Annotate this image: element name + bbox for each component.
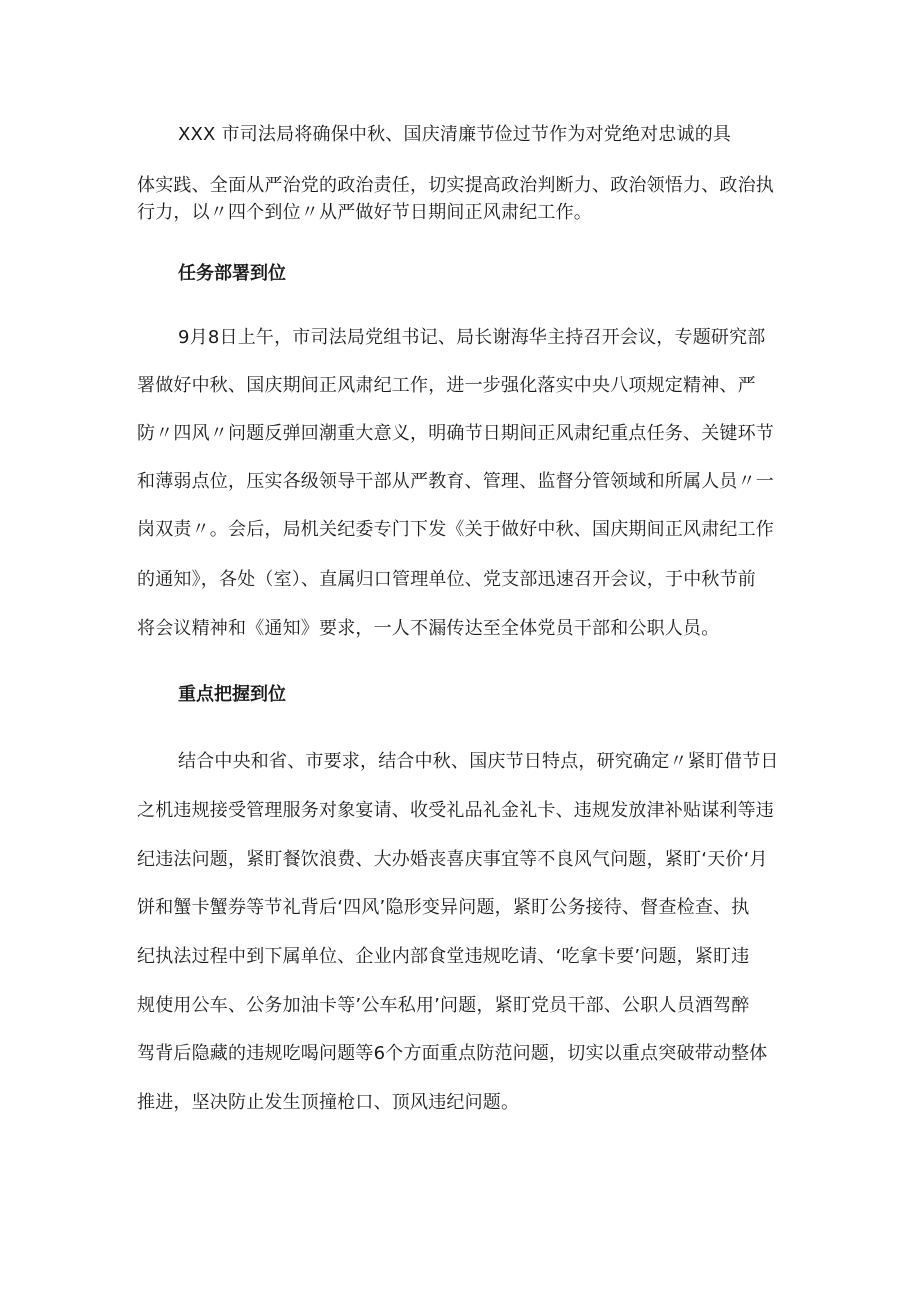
paragraph-line: 和薄弱点位，压实各级领导干部从严教育、管理、监督分管领域和所属人员〃一 <box>137 471 774 492</box>
paragraph-line: 饼和蟹卡蟹券等节礼背后‘四风’隐形变异问题，紧盯公务接待、督查检查、执 <box>137 897 750 918</box>
paragraph-line: 驾背后隐藏的违规吃喝问题等6个方面重点防范问题，切实以重点突破带动整体 <box>137 1043 768 1064</box>
paragraph-line: 推进，坚决防止发生顶撞枪口、顶风违纪问题。 <box>137 1092 520 1113</box>
section-heading-task-deployment: 任务部署到位 <box>178 263 286 284</box>
intro-line-3: 行力，以〃四个到位〃从严做好节日期间正风肃纪工作。 <box>137 202 592 223</box>
paragraph-line: 纪执法过程中到下属单位、企业内部食堂违规吃请、‘吃拿卡要’问题，紧盯违 <box>137 946 750 967</box>
paragraph-line: 将会议精神和《通知》要求，一人不漏传达至全体党员干部和公职人员。 <box>137 618 720 639</box>
paragraph-line: 防〃四风〃问题反弹回潮重大意义，明确节日期间正风肃纪重点任务、关键环节 <box>137 423 774 444</box>
paragraph-line: 9月8日上午，市司法局党组书记、局长谢海华主持召开会议，专题研究部 <box>178 327 766 348</box>
paragraph-line: 规使用公车、公务加油卡等’公车私用’问题，紧盯党员干部、公职人员酒驾醉 <box>137 995 750 1016</box>
paragraph-line: 之机违规接受管理服务对象宴请、收受礼品礼金礼卡、违规发放津补贴谋利等违 <box>137 800 774 821</box>
section-heading-key-focus: 重点把握到位 <box>178 684 286 705</box>
paragraph-line: 的通知》，各处（室）、直属归口管理单位、党支部迅速召开会议，于中秋节前 <box>137 569 756 590</box>
intro-line-2: 体实践、全面从严治党的政治责任，切实提高政治判断力、政治领悟力、政治执 <box>137 175 774 196</box>
paragraph-line: 结合中央和省、市要求，结合中秋、国庆节日特点，研究确定〃紧盯借节日 <box>178 751 779 772</box>
intro-line-1: XXX 市司法局将确保中秋、国庆清廉节俭过节作为对党绝对忠诚的具 <box>178 124 732 145</box>
paragraph-line: 岗双责〃。会后，局机关纪委专门下发《关于做好中秋、国庆期间正风肃纪工作 <box>137 519 774 540</box>
paragraph-line: 署做好中秋、国庆期间正风肃纪工作，进一步强化落实中央八项规定精神、严 <box>137 375 756 396</box>
paragraph-line: 纪违法问题，紧盯餐饮浪费、大办婚丧喜庆事宜等不良风气问题，紧盯‘天价‘月 <box>137 849 768 870</box>
